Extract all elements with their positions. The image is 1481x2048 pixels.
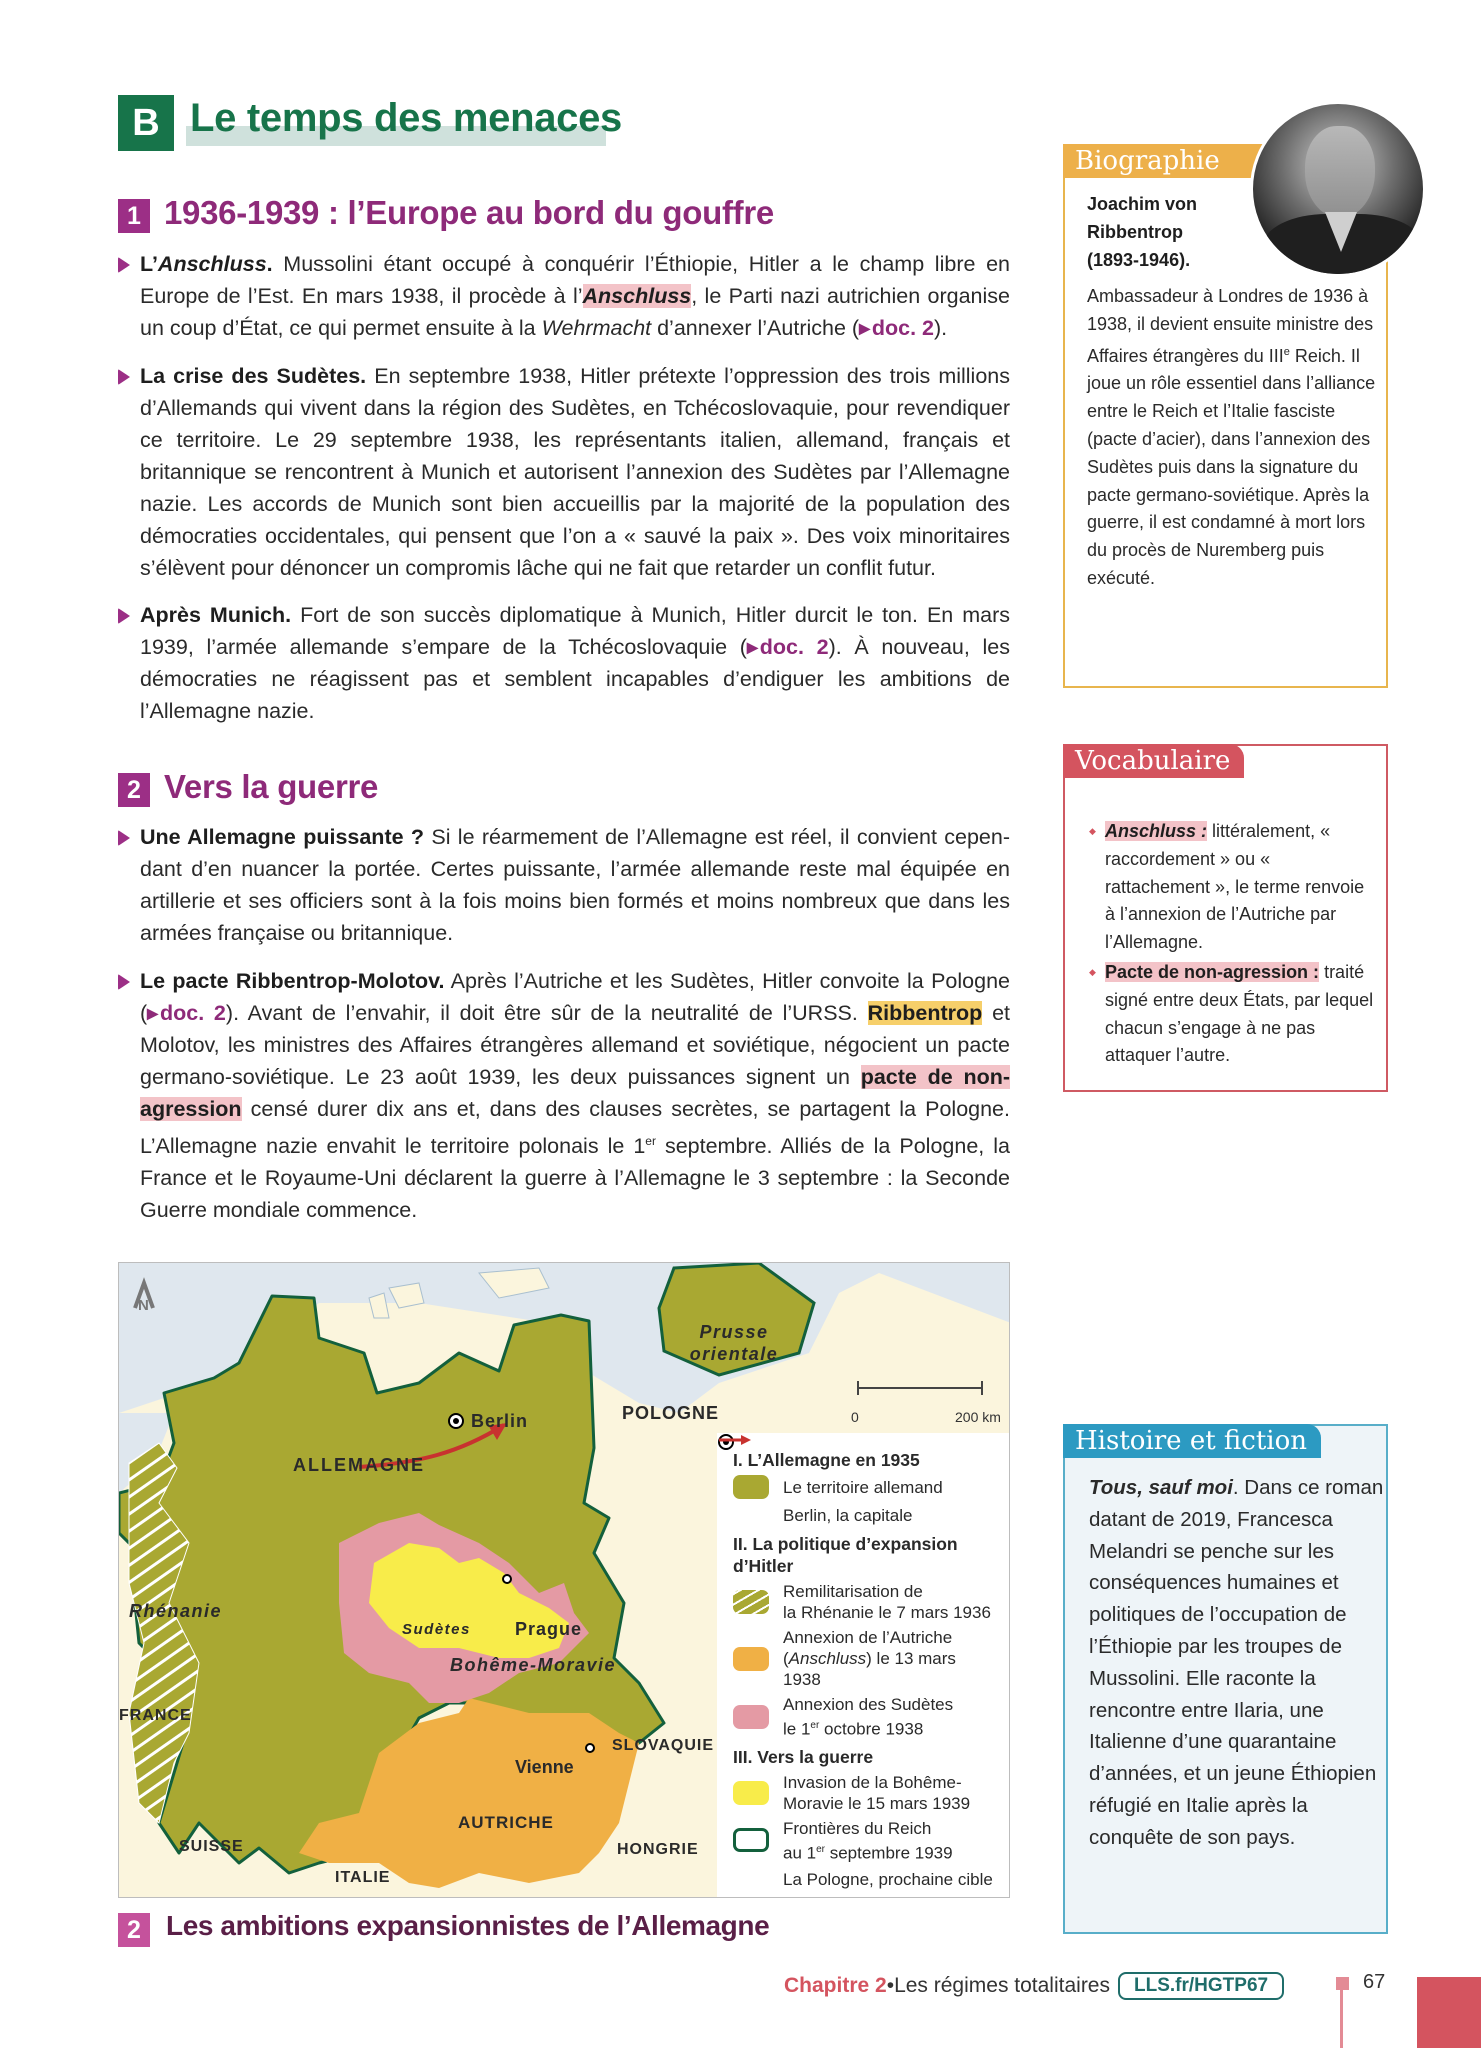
map-label-prusse: Prusse orientale [689,1322,779,1364]
fiction-text: Tous, sauf moi. Dans ce roman datant de 2019, Francesca Melandri se penche sur les conséquences humaines et politiques de l’occupation de l’Éthiopie par les troupes de Mussolini. Elle raconte la rencontre entre Ilaria, une Italienne d’une quarantaine d’années, et un jeune Éthiopien réfugié en Italie après la conquête de son pays. [1089,1476,1384,1849]
biography-highlight-ribbentrop[interactable]: Ribbentrop [867,1001,983,1025]
map-label-autriche: AUTRICHE [458,1813,554,1832]
map-label-rhenanie: Rhénanie [129,1601,223,1621]
map-document-2 [118,1262,1010,1898]
paragraph-powerful-germany: Une Allemagne puissante ? Si le réarmement de l’Allemagne est réel, il convient cependant d’en nuancer la portée. Certes puissante, l’armée allemande reste mal équipée en artillerie et ses officiers sont à la fois moins bien formés et moins nombreux que dans les armées française ou britannique. [118,821,1010,949]
map-label-vienne: Vienne [515,1757,574,1777]
paragraph-lead: La crise des Sudètes. [140,364,367,388]
part-1-number: 1 [118,199,150,233]
legend-item-bohemia: Invasion de la Bohême- Moravie le 15 mars 1939 [733,1772,995,1814]
part-2-title: Vers la guerre [164,768,379,805]
map-label-sudetes: Sudètes [402,1621,471,1638]
footer-link-button[interactable]: LLS.fr/HGTP67 [1118,1972,1284,2000]
part-1-title: 1936-1939 : l’Europe au bord du gouffre [164,194,774,231]
map-label-italie: ITALIE [335,1869,391,1886]
biography-name: Joachim von Ribbentrop (1893-1946). [1087,194,1198,270]
red-arrow-icon [717,1433,753,1447]
legend-item-territory: Le territoire allemand [733,1475,995,1499]
legend-section-2: II. La politique d’expansion d’Hitler [733,1534,958,1576]
scale-zero: 0 [851,1409,859,1425]
map-label-hongrie: HONGRIE [617,1841,699,1858]
map-legend [717,1433,1010,1898]
map-label-boheme: Bohême-Moravie [450,1655,617,1675]
map-label-slovaquie: SLOVAQUIE [612,1737,715,1754]
doc-2-link[interactable]: ▸ doc. 2 [147,1001,226,1025]
paragraph-after-munich: Après Munich. Fort de son succès diplomatique à Munich, Hitler durcit le ton. En mars 1939, l’armée allemande s’empare de la Tchécoslovaquie ( ▸ doc. 2). À nouveau, les démocraties ne réagissent pas et semblent incapables d’endiguer les ambitions de l’Allemagne nazie. [118,599,1010,727]
map-label-prague: Prague [515,1619,583,1639]
scale-max: 200 km [955,1409,1001,1425]
vocab-highlight-anschluss[interactable]: Anschluss [582,284,692,308]
map-label-france: FRANCE [119,1707,192,1724]
footer-chapter-title: Les régimes totalitaires [894,1974,1110,1997]
section-letter-badge: B [118,95,174,151]
legend-section-3: III. Vers la guerre [733,1746,874,1767]
bullet-icon [118,974,130,990]
biography-text: Ambassadeur à Londres de 1936 à 1938, il devient ensuite ministre des Affaires étrangères du IIIe Reich. Il joue un rôle essentiel dans l’alliance entre le Reich et l’Italie fasciste (pacte d’acier), dans l’annexion des Sudètes puis dans la signature du pacte germano-soviétique. Après la guerre, il est condamné à mort lors du procès de Nuremberg puis exécuté. [1087,286,1376,588]
legend-item-austria: Annexion de l’Autriche (Anschluss) le 13 mars 1938 [733,1627,995,1690]
vocab-item-anschluss: ◆ Anschluss : littéralement, « raccordement » ou « rattachement », le terme renvoie à l’annexion de l’Autriche par l’Allemagne. [1089,818,1379,957]
biography-tab: Biographie [1063,144,1280,178]
fiction-tab: Histoire et fiction [1063,1424,1321,1458]
map-label-suisse: SUISSE [179,1838,244,1855]
paragraph-ribbentrop-molotov: Le pacte Ribbentrop-Molotov. Après l’Autriche et les Sudètes, Hitler convoite la Pologne ( ▸ doc. 2). Avant de l’envahir, il doit être sûr de la neutralité de l’URSS. Ribbentrop et Molotov, les ministres des Affaires étrangères allemand et soviétique, négocient un pacte germano-soviétique. Le 23 août 1939, les deux puissances signent un pacte de non-agression censé durer dix ans et, dans des clauses secrètes, se partagent la Pologne. L’Allemagne nazie envahit le territoire polonais le 1er septembre. Alliés de la Pologne, la France et le Royaume-Uni déclarent la guerre à l’Allemagne le 3 septembre : la Seconde Guerre mondiale commence. [118,965,1010,1226]
page-number: 67 [1363,1971,1386,1993]
doc-caption-number: 2 [118,1913,150,1947]
legend-item-target: La Pologne, prochaine cible [733,1867,995,1891]
legend-item-rhineland: Remilitarisation de la Rhénanie le 7 mars 1936 [733,1581,995,1623]
vocabulary-box [1063,744,1388,1092]
footer-chapter: Chapitre 2 [784,1974,887,1997]
vocabulary-tab: Vocabulaire [1063,744,1244,778]
paragraph-lead: Le pacte Ribbentrop-Molotov. [140,969,445,993]
paragraph-lead: Après Munich. [140,603,292,627]
legend-item-borders: Frontières du Reich au 1er septembre 1939 [733,1818,995,1864]
vocabulary-list [1089,818,1379,1072]
map-label-pologne: POLOGNE [622,1403,720,1423]
legend-item-capital: Berlin, la capitale [733,1503,995,1527]
paragraph-lead: L’Anschluss. [140,252,273,276]
map-label-allemagne: ALLEMAGNE [293,1455,425,1475]
fiction-box [1063,1424,1388,1934]
bullet-icon [118,608,130,624]
vocab-highlight-pacte[interactable]: pacte de non-agression [140,1065,1010,1121]
doc-caption-title: Les ambitions expansionnistes de l’Allemagne [166,1910,770,1941]
ribbentrop-portrait [1250,101,1426,277]
doc-2-link[interactable]: ▸ doc. 2 [747,635,829,659]
bullet-icon [118,369,130,385]
doc-2-link[interactable]: ▸ doc. 2 [859,316,934,340]
paragraph-anschluss: L’Anschluss. Mussolini étant occupé à conquérir l’Éthiopie, Hitler a le champ libre en Europe de l’Est. En mars 1938, il procède à l’Anschluss, le Parti nazi autrichien organise un coup d’État, ce qui permet ensuite à la Wehrmacht d’annexer l’Autriche ( ▸ doc. 2). [118,248,1010,344]
page-footer: Chapitre 2 • Les régimes totalitaires LLS.fr/HGTP67 [784,1970,1284,2002]
map-scale-bar [857,1381,983,1395]
chapter-edge-tab [1417,1977,1481,2048]
paragraph-lead: Une Allemagne puissante ? [140,825,425,849]
bullet-icon [118,830,130,846]
footer-marker [1336,1977,1349,1990]
part-2-number: 2 [118,773,150,807]
map-label-berlin: Berlin [471,1411,529,1431]
legend-section-1: I. L’Allemagne en 1935 [733,1450,920,1470]
bullet-icon [118,257,130,273]
north-icon: N [138,1297,150,1314]
paragraph-sudetes-crisis: La crise des Sudètes. En septembre 1938, Hitler prétexte l’oppression des trois millions d’Allemands qui vivent dans la région des Sudètes, en Tchécoslovaquie, pour revendiquer ce territoire. Le 29 septembre 1938, les représentants italien, allemand, français et britannique se rencontrent à Munich et autorisent l’annexion des Sudètes par l’Allemagne nazie. Les accords de Munich sont bien accueillis par la majorité de la population des démocraties occidentales, qui pensent que l’on a « sauvé la paix ». Des voix minoritaires s’élèvent pour dénoncer un compromis lâche qui ne fait que retarder un conflit futur. [118,360,1010,584]
legend-item-sudetes: Annexion des Sudètes le 1er octobre 1938 [733,1694,995,1740]
vocab-item-pacte: ◆ Pacte de non-agression : traité signé entre deux États, par lequel chacun s’engage à ne pas attaquer l’autre. [1089,959,1379,1070]
section-title: Le temps des menaces [190,96,622,140]
footer-marker-line [1340,1990,1343,2048]
